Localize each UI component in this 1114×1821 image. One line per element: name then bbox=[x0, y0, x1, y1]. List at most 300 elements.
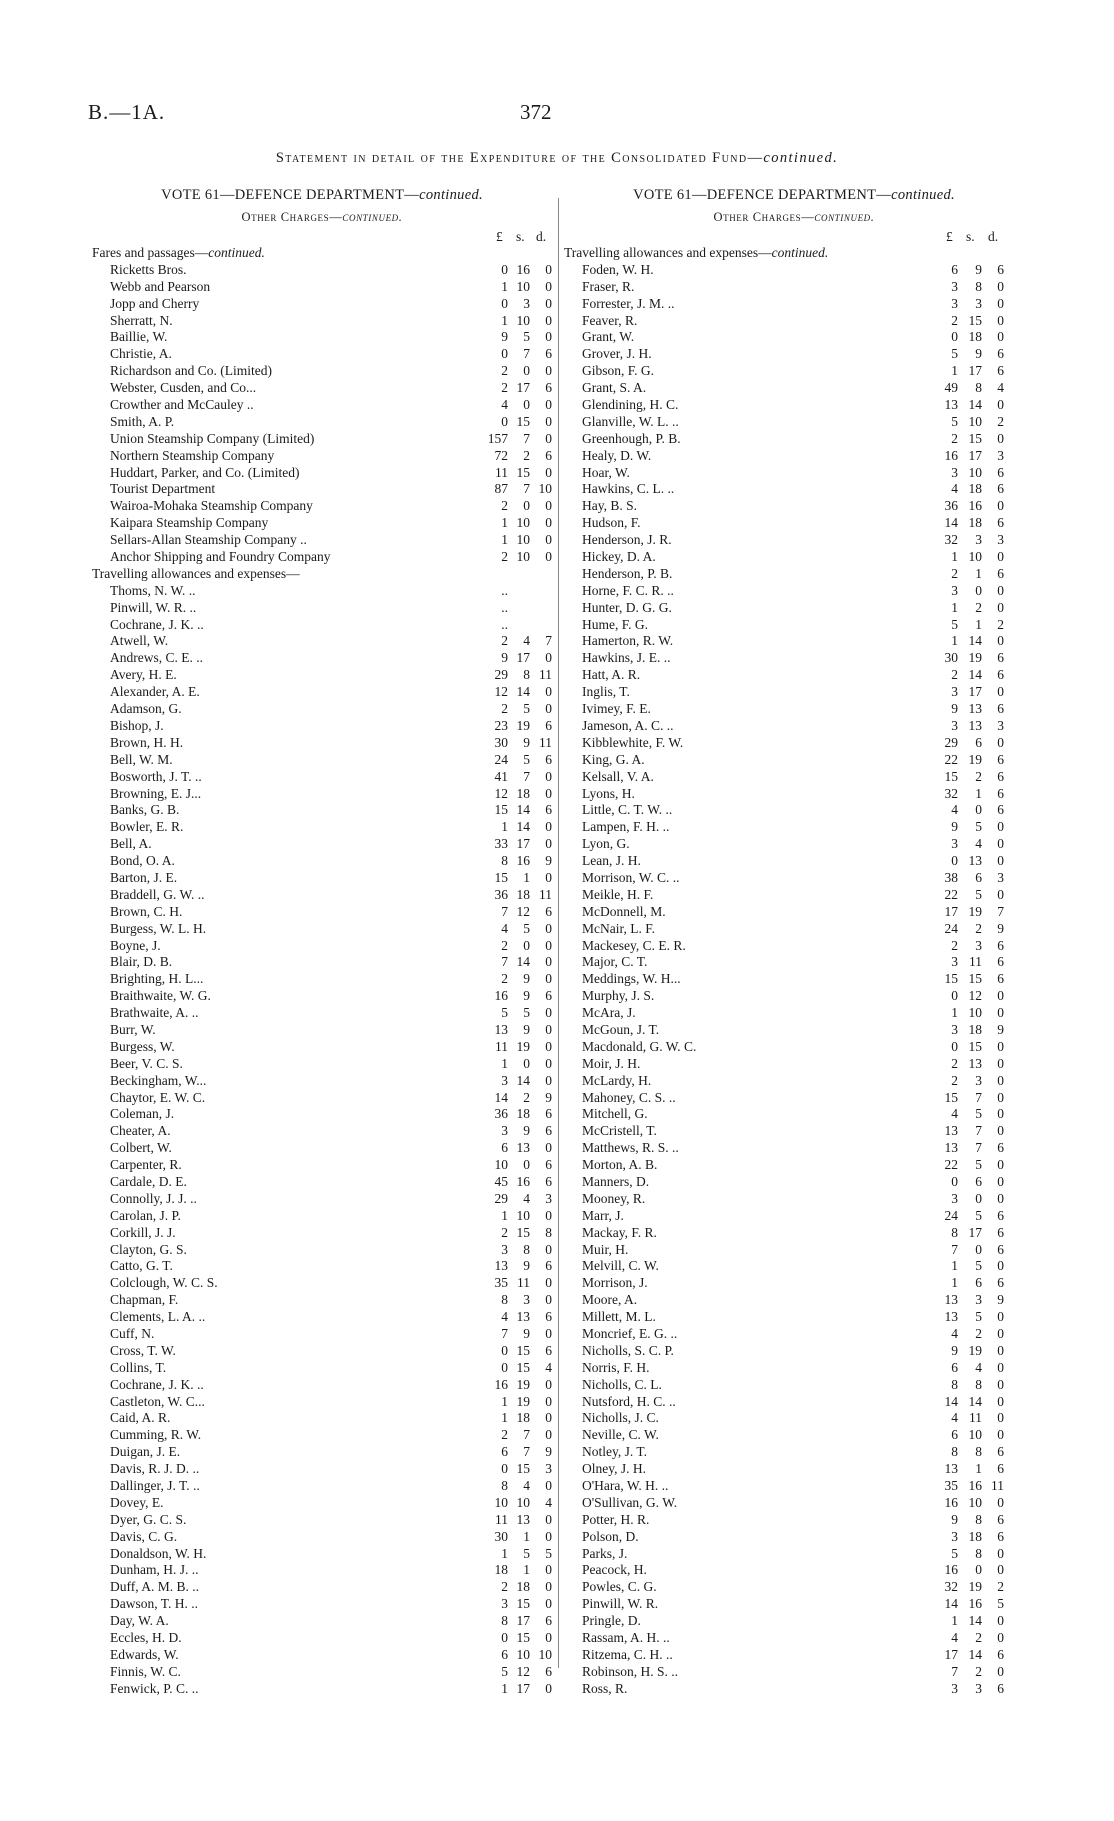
pounds-cell: 30 bbox=[944, 650, 958, 666]
entry-name-text: Pinwill, W. R. bbox=[582, 1596, 659, 1612]
entry-name bbox=[110, 870, 177, 887]
table-row bbox=[564, 1242, 1024, 1259]
table-row bbox=[564, 1005, 1024, 1022]
table-row bbox=[92, 313, 552, 330]
entry-name-text: Collins, T. bbox=[110, 1359, 167, 1375]
entry-name-text: Clayton, G. S. bbox=[110, 1241, 187, 1257]
shillings-cell: 0 bbox=[523, 1055, 530, 1071]
table-row bbox=[92, 1410, 552, 1427]
entry-name-text: Edwards, W. bbox=[110, 1646, 179, 1662]
table-row bbox=[564, 262, 1024, 279]
pounds-cell: 7 bbox=[501, 1326, 508, 1341]
shillings-cell: 5 bbox=[523, 751, 530, 767]
entry-name bbox=[582, 481, 674, 498]
pounds-cell: 8 bbox=[951, 1224, 958, 1240]
entry-name bbox=[582, 532, 672, 549]
shillings-cell: 18 bbox=[968, 329, 982, 345]
pence-cell: 0 bbox=[997, 1072, 1004, 1088]
entry-name-text: Baillie, W. bbox=[110, 329, 168, 345]
entry-name bbox=[582, 397, 678, 414]
shillings-cell: 9 bbox=[975, 261, 982, 277]
table-row bbox=[92, 1225, 552, 1242]
statement-title: Statement in detail of the Expenditure of the Consolidated Fund— bbox=[275, 150, 764, 166]
pounds-cell: 35 bbox=[494, 1275, 508, 1291]
pence-cell: 0 bbox=[545, 1021, 552, 1037]
pounds-cell: 5 bbox=[501, 1663, 508, 1679]
entry-name-text: Gibson, F. G. bbox=[582, 363, 655, 379]
shillings-cell: 3 bbox=[975, 295, 982, 311]
pounds-cell: 72 bbox=[494, 447, 508, 463]
entry-name-text: Parks, J. bbox=[582, 1545, 628, 1561]
table-row bbox=[92, 1461, 552, 1478]
entry-name-text: Bond, O. A. bbox=[110, 853, 175, 869]
entry-name-text: Brighting, H. L... bbox=[110, 971, 204, 987]
table-row bbox=[564, 617, 1024, 634]
entry-name bbox=[110, 1427, 201, 1444]
entry-name-text: Glanville, W. L. .. bbox=[582, 413, 679, 429]
table-row bbox=[564, 431, 1024, 448]
table-row bbox=[564, 583, 1024, 600]
table-row bbox=[92, 1562, 552, 1579]
shillings-cell: 16 bbox=[968, 1596, 982, 1612]
table-row bbox=[564, 735, 1024, 752]
entry-name bbox=[582, 414, 679, 431]
pounds-cell: 4 bbox=[951, 1106, 958, 1122]
entry-name bbox=[110, 363, 272, 380]
shillings-cell: 13 bbox=[516, 1511, 530, 1527]
entry-name bbox=[582, 1377, 662, 1394]
pence-cell: 6 bbox=[997, 768, 1004, 784]
pence-cell: 6 bbox=[545, 903, 552, 919]
pence-cell: 6 bbox=[997, 346, 1004, 362]
shillings-cell: 15 bbox=[516, 1596, 530, 1612]
pounds-cell: 3 bbox=[951, 836, 958, 852]
table-row bbox=[564, 752, 1024, 769]
page-number: 372 bbox=[520, 100, 552, 124]
entry-name-text: McAra, J. bbox=[582, 1005, 636, 1021]
entry-name bbox=[582, 988, 654, 1005]
pence-cell: 6 bbox=[545, 717, 552, 733]
pounds-cell: 29 bbox=[494, 667, 508, 683]
pence-cell: 6 bbox=[545, 1613, 552, 1629]
shillings-cell: 10 bbox=[968, 1005, 982, 1021]
entry-name bbox=[582, 1123, 657, 1140]
entry-name-text: Jopp and Cherry bbox=[110, 295, 200, 311]
entry-name bbox=[110, 1495, 164, 1512]
pounds-cell: 15 bbox=[944, 1089, 958, 1105]
right-column bbox=[564, 184, 1024, 1698]
entry-name-text: Dallinger, J. T. .. bbox=[110, 1478, 200, 1494]
entry-name bbox=[110, 1647, 179, 1664]
pence-cell: 0 bbox=[545, 515, 552, 531]
pence-cell: 0 bbox=[997, 599, 1004, 615]
shillings-cell: 17 bbox=[968, 1224, 982, 1240]
pence-cell: 4 bbox=[997, 380, 1004, 396]
table-row bbox=[92, 1056, 552, 1073]
pence-cell: 0 bbox=[545, 295, 552, 311]
table-row bbox=[92, 802, 552, 819]
table-row bbox=[92, 1242, 552, 1259]
entry-name-text: Dovey, E. bbox=[110, 1494, 164, 1510]
table-row bbox=[92, 465, 552, 482]
pounds-cell: 15 bbox=[494, 802, 508, 818]
entry-name-text: Eccles, H. D. bbox=[110, 1630, 182, 1646]
shillings-cell: 18 bbox=[516, 886, 530, 902]
entry-name bbox=[582, 1630, 670, 1647]
document-reference: B.—1A. bbox=[88, 100, 166, 124]
entry-name-text: Ross, R. bbox=[582, 1680, 628, 1696]
pounds-cell: 2 bbox=[951, 1055, 958, 1071]
pounds-cell: 3 bbox=[951, 954, 958, 970]
pence-cell: 0 bbox=[545, 1393, 552, 1409]
pounds-cell: 1 bbox=[951, 1005, 958, 1021]
entry-name-text: Henderson, J. R. bbox=[582, 532, 672, 548]
table-row bbox=[564, 329, 1024, 346]
shillings-cell: 2 bbox=[975, 1663, 982, 1679]
shillings-header: s. bbox=[516, 229, 525, 244]
table-row bbox=[92, 1579, 552, 1596]
table-row bbox=[92, 735, 552, 752]
pence-cell: 6 bbox=[545, 346, 552, 362]
pounds-cell: 22 bbox=[944, 751, 958, 767]
pence-cell: 0 bbox=[545, 1140, 552, 1156]
pounds-cell: 3 bbox=[501, 1123, 508, 1139]
table-row bbox=[564, 1326, 1024, 1343]
entry-name-text: Catto, G. T. bbox=[110, 1258, 173, 1274]
table-row bbox=[92, 1140, 552, 1157]
entry-name bbox=[110, 786, 201, 803]
entry-name bbox=[582, 329, 634, 346]
entry-name-text: Hudson, F. bbox=[582, 515, 641, 531]
shillings-cell: 9 bbox=[523, 1021, 530, 1037]
entry-name-text: Hume, F. G. bbox=[582, 616, 649, 632]
shillings-cell: 15 bbox=[968, 1038, 982, 1054]
shillings-cell: 17 bbox=[516, 650, 530, 666]
table-row bbox=[92, 667, 552, 684]
pounds-cell: 29 bbox=[944, 734, 958, 750]
entry-name bbox=[582, 667, 640, 684]
entry-name-text: Healy, D. W. bbox=[582, 447, 652, 463]
pounds-cell: 3 bbox=[951, 1190, 958, 1206]
pounds-cell: 1 bbox=[501, 278, 508, 294]
entry-name bbox=[582, 1394, 676, 1411]
entry-name bbox=[582, 921, 655, 938]
table-row bbox=[564, 769, 1024, 786]
pounds-cell: 24 bbox=[944, 920, 958, 936]
pounds-cell: 1 bbox=[501, 1055, 508, 1071]
entry-name-text: Davis, R. J. D. .. bbox=[110, 1461, 200, 1477]
pence-cell: 0 bbox=[545, 1427, 552, 1443]
pence-cell: 0 bbox=[545, 1528, 552, 1544]
pounds-cell: 2 bbox=[501, 1579, 508, 1595]
entry-name bbox=[110, 836, 152, 853]
pence-cell: 0 bbox=[545, 329, 552, 345]
shillings-cell: 0 bbox=[523, 937, 530, 953]
pounds-cell: 5 bbox=[951, 413, 958, 429]
table-row bbox=[92, 1427, 552, 1444]
entry-name bbox=[582, 1275, 648, 1292]
entry-name-text: Banks, G. B. bbox=[110, 802, 180, 818]
shillings-cell: 13 bbox=[516, 1140, 530, 1156]
entry-name-text: Travelling allowances and expenses— bbox=[564, 245, 772, 260]
entry-name bbox=[582, 718, 674, 735]
shillings-cell: 5 bbox=[975, 819, 982, 835]
entry-name-text: Meddings, W. H... bbox=[582, 971, 681, 987]
pence-cell: 0 bbox=[545, 701, 552, 717]
entry-name-text: Cheater, A. bbox=[110, 1123, 171, 1139]
pounds-cell: 8 bbox=[501, 853, 508, 869]
entry-name-text: Manners, D. bbox=[582, 1173, 650, 1189]
pounds-cell: 14 bbox=[944, 515, 958, 531]
pounds-cell: 0 bbox=[951, 1038, 958, 1054]
table-row bbox=[92, 1664, 552, 1681]
pence-cell: 9 bbox=[997, 1292, 1004, 1308]
entry-name bbox=[110, 887, 205, 904]
entry-name-text: Blair, D. B. bbox=[110, 954, 173, 970]
shillings-cell: 16 bbox=[516, 853, 530, 869]
entry-name bbox=[582, 380, 646, 397]
entry-name bbox=[110, 1394, 205, 1411]
pence-cell: 0 bbox=[545, 1055, 552, 1071]
pounds-cell: 1 bbox=[951, 1613, 958, 1629]
shillings-cell: 8 bbox=[523, 667, 530, 683]
entry-name-text: King, G. A. bbox=[582, 751, 645, 767]
pence-cell: 0 bbox=[545, 1410, 552, 1426]
pence-cell: 2 bbox=[997, 413, 1004, 429]
pounds-cell: 18 bbox=[494, 1562, 508, 1578]
entry-name-text: Castleton, W. C... bbox=[110, 1393, 205, 1409]
vote-title-left: VOTE 61—DEFENCE DEPARTMENT—continued. bbox=[161, 187, 483, 203]
pounds-cell: 11 bbox=[495, 1038, 508, 1054]
pounds-cell: 2 bbox=[501, 1224, 508, 1240]
pounds-cell: 15 bbox=[944, 971, 958, 987]
pence-cell: 0 bbox=[545, 1038, 552, 1054]
pence-cell: 0 bbox=[997, 1123, 1004, 1139]
pence-cell: 6 bbox=[997, 1444, 1004, 1460]
entry-name-text: Kaipara Steamship Company bbox=[110, 515, 269, 531]
pence-cell: 0 bbox=[997, 329, 1004, 345]
currency-header-left bbox=[92, 228, 552, 245]
table-row bbox=[92, 279, 552, 296]
pounds-cell: 0 bbox=[501, 1359, 508, 1375]
entry-name-text: Nicholls, C. L. bbox=[582, 1376, 662, 1392]
entry-name bbox=[582, 802, 672, 819]
pounds-cell: 8 bbox=[951, 1444, 958, 1460]
pence-cell: 5 bbox=[997, 1596, 1004, 1612]
pounds-cell: 3 bbox=[951, 1680, 958, 1696]
shillings-cell: 8 bbox=[975, 1444, 982, 1460]
pounds-cell: 3 bbox=[951, 278, 958, 294]
table-row bbox=[92, 1546, 552, 1563]
entry-name-text: Nicholls, S. C. P. bbox=[582, 1342, 674, 1358]
entry-name bbox=[582, 1039, 696, 1056]
entry-name-text: Browning, E. J... bbox=[110, 785, 202, 801]
table-row bbox=[92, 481, 552, 498]
table-row bbox=[92, 1394, 552, 1411]
entry-name-text: Coleman, J. bbox=[110, 1106, 175, 1122]
entry-name bbox=[110, 853, 175, 870]
shillings-cell: 14 bbox=[968, 1646, 982, 1662]
pounds-cell: 16 bbox=[494, 988, 508, 1004]
pounds-cell: 1 bbox=[951, 633, 958, 649]
entry-name-text: Bell, W. M. bbox=[110, 751, 173, 767]
pence-cell: 0 bbox=[545, 549, 552, 565]
shillings-cell: 13 bbox=[968, 701, 982, 717]
pounds-cell: 8 bbox=[501, 1292, 508, 1308]
entry-name-text: Union Steamship Company (Limited) bbox=[110, 430, 315, 446]
entry-name-text: Brathwaite, A. .. bbox=[110, 1005, 199, 1021]
shillings-cell: 14 bbox=[516, 819, 530, 835]
entry-name bbox=[582, 887, 653, 904]
table-row bbox=[92, 1326, 552, 1343]
entry-name-text: Cross, T. W. bbox=[110, 1342, 176, 1358]
shillings-cell: 2 bbox=[975, 1326, 982, 1341]
table-row bbox=[564, 498, 1024, 515]
pounds-cell: 2 bbox=[501, 549, 508, 565]
pounds-cell: 3 bbox=[951, 295, 958, 311]
entry-name-text: Barton, J. E. bbox=[110, 869, 178, 885]
pence-cell: 9 bbox=[545, 853, 552, 869]
table-row bbox=[564, 870, 1024, 887]
shillings-cell: 3 bbox=[523, 295, 530, 311]
table-row bbox=[564, 1309, 1024, 1326]
entry-name-text: Boyne, J. bbox=[110, 937, 161, 953]
pence-cell: 4 bbox=[545, 1359, 552, 1375]
pounds-cell: 8 bbox=[501, 1613, 508, 1629]
entry-name bbox=[110, 1123, 171, 1140]
shillings-cell: 17 bbox=[516, 380, 530, 396]
pounds-cell: 1 bbox=[501, 1393, 508, 1409]
pence-cell: 0 bbox=[997, 397, 1004, 413]
entry-name bbox=[110, 414, 174, 431]
table-row bbox=[92, 633, 552, 650]
shillings-cell: 15 bbox=[516, 1224, 530, 1240]
entry-name bbox=[110, 718, 164, 735]
table-row bbox=[564, 921, 1024, 938]
table-row bbox=[92, 1039, 552, 1056]
pence-cell: 0 bbox=[997, 1410, 1004, 1426]
pence-cell: 9 bbox=[545, 1089, 552, 1105]
entry-name bbox=[582, 1258, 659, 1275]
shillings-cell: 2 bbox=[975, 920, 982, 936]
shillings-cell: 10 bbox=[516, 312, 530, 328]
entry-name-text: Hawkins, C. L. .. bbox=[582, 481, 675, 497]
shillings-cell: 15 bbox=[516, 1359, 530, 1375]
entry-name-text: Dyer, G. C. S. bbox=[110, 1511, 187, 1527]
table-row bbox=[564, 380, 1024, 397]
shillings-cell: 13 bbox=[968, 1055, 982, 1071]
table-row bbox=[92, 329, 552, 346]
table-row bbox=[92, 921, 552, 938]
pence-cell: 0 bbox=[997, 498, 1004, 514]
entry-name bbox=[582, 786, 635, 803]
entry-name-text: Mooney, R. bbox=[582, 1190, 646, 1206]
pounds-cell: 3 bbox=[951, 1528, 958, 1544]
table-row bbox=[92, 1275, 552, 1292]
pence-cell: 6 bbox=[545, 1123, 552, 1139]
pounds-cell: 9 bbox=[951, 1342, 958, 1358]
table-row bbox=[564, 1410, 1024, 1427]
table-row bbox=[92, 1123, 552, 1140]
entry-name-text: Foden, W. H. bbox=[582, 261, 654, 277]
pounds-cell: 16 bbox=[944, 447, 958, 463]
pounds-cell: 2 bbox=[501, 937, 508, 953]
entry-name bbox=[110, 600, 196, 617]
entry-name-text: Andrews, C. E. .. bbox=[110, 650, 203, 666]
entry-name bbox=[582, 684, 630, 701]
pence-cell: 0 bbox=[997, 1359, 1004, 1375]
table-row bbox=[564, 1596, 1024, 1613]
entry-name-text: Cochrane, J. K. .. bbox=[110, 1376, 204, 1392]
entry-name-text: Lyons, H. bbox=[582, 785, 635, 801]
pence-cell: 0 bbox=[545, 363, 552, 379]
pounds-cell: 2 bbox=[501, 498, 508, 514]
entry-name-text: Braithwaite, W. G. bbox=[110, 988, 211, 1004]
shillings-cell: 16 bbox=[516, 1173, 530, 1189]
pence-cell: 6 bbox=[997, 515, 1004, 531]
entry-name-text: McNair, L. F. bbox=[582, 920, 655, 936]
pounds-cell: 0 bbox=[501, 346, 508, 362]
pence-cell: 6 bbox=[545, 1258, 552, 1274]
entry-name-text: Fraser, R. bbox=[582, 278, 635, 294]
pounds-cell: 4 bbox=[501, 1309, 508, 1325]
shillings-cell: 5 bbox=[975, 886, 982, 902]
entry-name bbox=[110, 1157, 182, 1174]
pence-cell: 6 bbox=[997, 701, 1004, 717]
table-row bbox=[92, 1191, 552, 1208]
table-row bbox=[92, 1022, 552, 1039]
shillings-cell: 17 bbox=[516, 1680, 530, 1696]
pence-cell: 0 bbox=[997, 1005, 1004, 1021]
entry-name-text: Jameson, A. C. .. bbox=[582, 717, 674, 733]
pounds-cell: 3 bbox=[951, 717, 958, 733]
shillings-cell: 5 bbox=[523, 329, 530, 345]
entry-name-text: Matthews, R. S. .. bbox=[582, 1140, 679, 1156]
entry-name bbox=[582, 1579, 657, 1596]
shillings-cell: 5 bbox=[975, 1106, 982, 1122]
entry-name-text: McLardy, H. bbox=[582, 1072, 652, 1088]
entry-name bbox=[110, 1512, 186, 1529]
shillings-cell: 2 bbox=[523, 1089, 530, 1105]
pounds-cell: 4 bbox=[501, 920, 508, 936]
entry-name bbox=[110, 1377, 204, 1394]
pounds-cell: 6 bbox=[501, 1140, 508, 1156]
pounds-cell: 2 bbox=[501, 363, 508, 379]
pounds-cell: 7 bbox=[501, 903, 508, 919]
table-row bbox=[92, 971, 552, 988]
pence-cell: 0 bbox=[545, 430, 552, 446]
shillings-cell: 6 bbox=[975, 734, 982, 750]
shillings-cell: 1 bbox=[523, 869, 530, 885]
shillings-cell: 7 bbox=[523, 768, 530, 784]
entry-name bbox=[110, 583, 196, 600]
entry-name bbox=[582, 1478, 668, 1495]
entry-name bbox=[110, 1562, 199, 1579]
entry-name-text: Fares and passages— bbox=[92, 245, 209, 260]
table-row bbox=[92, 1309, 552, 1326]
shillings-cell: 0 bbox=[975, 802, 982, 818]
entry-name bbox=[582, 633, 673, 650]
pence-cell: 8 bbox=[545, 1224, 552, 1240]
pence-cell: 3 bbox=[545, 1461, 552, 1477]
pounds-cell: 2 bbox=[951, 667, 958, 683]
shillings-cell: 15 bbox=[516, 1630, 530, 1646]
pounds-cell: 4 bbox=[951, 1326, 958, 1341]
entry-name bbox=[110, 1326, 154, 1343]
table-row bbox=[564, 1664, 1024, 1681]
statement-heading bbox=[0, 150, 1114, 167]
entry-name-text: Alexander, A. E. bbox=[110, 684, 200, 700]
